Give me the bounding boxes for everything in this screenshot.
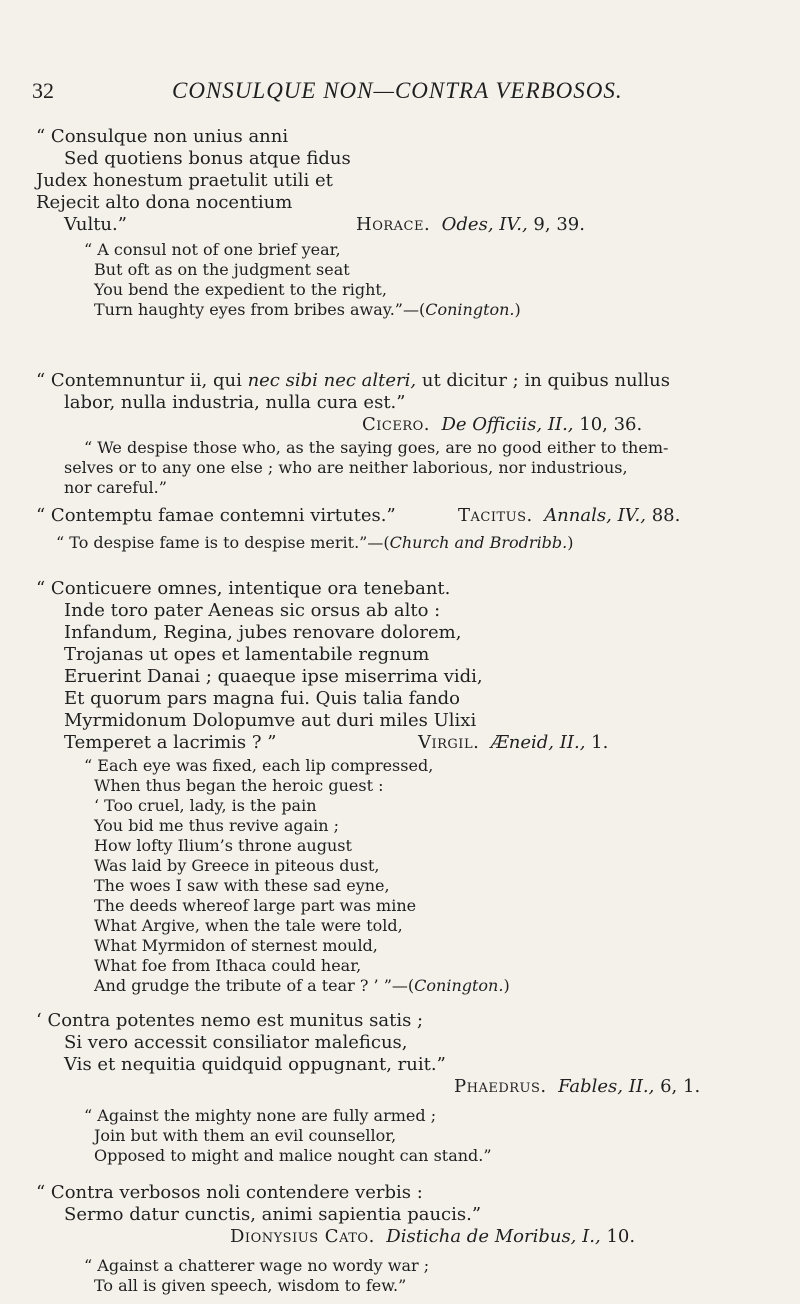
- citation-work: Æneid,: [490, 732, 555, 753]
- quote-line: “ Contra verbosos noli contendere verbis :: [36, 1182, 423, 1203]
- citation-author: Dionysius Cato.: [230, 1226, 375, 1247]
- quote-line: Sed quotiens bonus atque fidus: [64, 148, 351, 169]
- quote-line: ut dicitur ; in quibus nullus: [416, 370, 670, 391]
- quote-line: ‘ Contra potentes nemo est munitus satis ;: [36, 1010, 424, 1031]
- quote-line: Rejecit alto dona nocentium: [36, 192, 293, 213]
- citation-work: Annals,: [544, 505, 612, 526]
- translation-credit-close: ): [514, 300, 521, 319]
- citation-author: Tacitus.: [458, 505, 533, 526]
- citation-ref: 88.: [651, 505, 681, 526]
- citation-author: Virgil.: [418, 732, 480, 753]
- citation-cicero: [36, 414, 762, 436]
- quote-line: Inde toro pater Aeneas sic orsus ab alto :: [64, 600, 441, 621]
- quote-horace: [36, 126, 762, 320]
- translation-credit: Conington.: [414, 976, 504, 995]
- quote-line: Vultu.”: [64, 214, 127, 235]
- citation-tacitus: [36, 505, 762, 527]
- page-header: [32, 78, 760, 112]
- translation-line: What foe from Ithaca could hear,: [94, 956, 362, 975]
- translation-credit-close: ): [567, 533, 574, 552]
- translation-line: The deeds whereof large part was mine: [94, 896, 417, 915]
- quote-line: “ Contemnuntur ii, qui: [36, 370, 248, 391]
- citation-author: Cicero.: [362, 414, 431, 435]
- citation-ref: 10, 36.: [579, 414, 643, 435]
- translation-line: “ A consul not of one brief year,: [84, 240, 341, 259]
- translation-phaedrus: [36, 1106, 762, 1166]
- quote-line: Infandum, Regina, jubes renovare dolorem,: [64, 622, 462, 643]
- citation-book: II.,: [559, 732, 586, 753]
- translation-line: When thus began the heroic guest :: [94, 776, 384, 795]
- translation-line: You bid me thus revive again ;: [94, 816, 340, 835]
- quote-virgil: [36, 578, 762, 996]
- quote-line: Temperet a lacrimis ? ”: [64, 732, 277, 753]
- translation-line: Opposed to might and malice nought can stand.”: [94, 1146, 492, 1165]
- translation-line: “ Against a chatterer wage no wordy war ;: [84, 1256, 430, 1275]
- translation-line: “ We despise those who, as the saying goes, are no good either to them-: [84, 438, 669, 457]
- translation-line: “ Each eye was fixed, each lip compressed,: [84, 756, 434, 775]
- quote-line: “ Conticuere omnes, intentique ora tenebant.: [36, 578, 451, 599]
- citation-horace: [36, 214, 762, 236]
- citation-work: Odes,: [441, 214, 494, 235]
- translation-line: Turn haughty eyes from bribes away.”—(: [94, 300, 426, 319]
- translation-line: To all is given speech, wisdom to few.”: [94, 1276, 407, 1295]
- quote-line: Vis et nequitia quidquid oppugnant, ruit.”: [64, 1054, 446, 1075]
- citation-author: Phaedrus.: [454, 1076, 547, 1097]
- translation-line: What Argive, when the tale were told,: [94, 916, 403, 935]
- citation-book: II.,: [547, 414, 574, 435]
- quote-phaedrus: [36, 1010, 762, 1166]
- translation-credit: Conington.: [425, 300, 515, 319]
- quote-line: labor, nulla industria, nulla cura est.”: [64, 392, 406, 413]
- quote-line: “ Consulque non unius anni: [36, 126, 289, 147]
- translation-line: The woes I saw with these sad eyne,: [94, 876, 390, 895]
- quote-line: Trojanas ut opes et lamentabile regnum: [64, 644, 430, 665]
- quote-line: Myrmidonum Dolopumve aut duri miles Ulixi: [64, 710, 477, 731]
- citation-ref: 1.: [591, 732, 609, 753]
- translation-credit: Church and Brodribb.: [389, 533, 568, 552]
- quote-cato: [36, 1182, 762, 1296]
- quote-line: Si vero accessit consiliator maleficus,: [64, 1032, 408, 1053]
- citation-virgil: [36, 732, 762, 754]
- translation-virgil: [36, 756, 762, 996]
- quote-line: Eruerint Danai ; quaeque ipse miserrima vidi,: [64, 666, 483, 687]
- quote-line: “ Contemptu famae contemni virtutes.”: [36, 505, 396, 526]
- running-title: CONSULQUE NON—CONTRA VERBOSOS.: [172, 78, 623, 103]
- translation-line: How lofty Ilium’s throne august: [94, 836, 352, 855]
- translation-horace: [36, 240, 762, 320]
- quote-italic-phrase: nec sibi nec alteri,: [247, 370, 417, 391]
- translation-tacitus: [36, 533, 762, 553]
- translation-line: Join but with them an evil counsellor,: [94, 1126, 397, 1145]
- page-number: 32: [32, 78, 54, 103]
- translation-line: You bend the expedient to the right,: [94, 280, 387, 299]
- citation-book: II.,: [628, 1076, 655, 1097]
- translation-line: ‘ Too cruel, lady, is the pain: [94, 796, 317, 815]
- citation-work: Fables,: [558, 1076, 623, 1097]
- translation-line: But oft as on the judgment seat: [94, 260, 350, 279]
- translation-line: nor careful.”: [64, 478, 167, 497]
- quote-line: Sermo datur cunctis, animi sapientia paucis.”: [64, 1204, 482, 1225]
- citation-cato: [36, 1226, 762, 1248]
- translation-line: Was laid by Greece in piteous dust,: [94, 856, 380, 875]
- citation-author: Horace.: [356, 214, 431, 235]
- citation-ref: 9, 39.: [533, 214, 585, 235]
- quote-cicero: [36, 370, 762, 498]
- translation-line: What Myrmidon of sternest mould,: [94, 936, 378, 955]
- translation-cato: [36, 1256, 762, 1296]
- translation-line: selves or to any one else ; who are neither laborious, nor industrious,: [64, 458, 628, 477]
- citation-book: I.,: [582, 1226, 601, 1247]
- citation-ref: 10.: [606, 1226, 636, 1247]
- translation-line: And grudge the tribute of a tear ? ’ ”—(: [94, 976, 415, 995]
- quote-line: Et quorum pars magna fui. Quis talia fando: [64, 688, 461, 709]
- translation-line: “ Against the mighty none are fully armed ;: [84, 1106, 437, 1125]
- citation-phaedrus: [36, 1076, 762, 1098]
- translation-credit-close: ): [503, 976, 510, 995]
- citation-book: IV.,: [617, 505, 646, 526]
- citation-book: IV.,: [499, 214, 528, 235]
- translation-line: “ To despise fame is to despise merit.”—(: [56, 533, 390, 552]
- translation-cicero: [36, 438, 762, 498]
- citation-work: Disticha de Moribus,: [386, 1226, 577, 1247]
- quote-tacitus: [36, 505, 762, 553]
- citation-ref: 6, 1.: [660, 1076, 701, 1097]
- quote-line: Judex honestum praetulit utili et: [36, 170, 333, 191]
- citation-work: De Officiis,: [441, 414, 543, 435]
